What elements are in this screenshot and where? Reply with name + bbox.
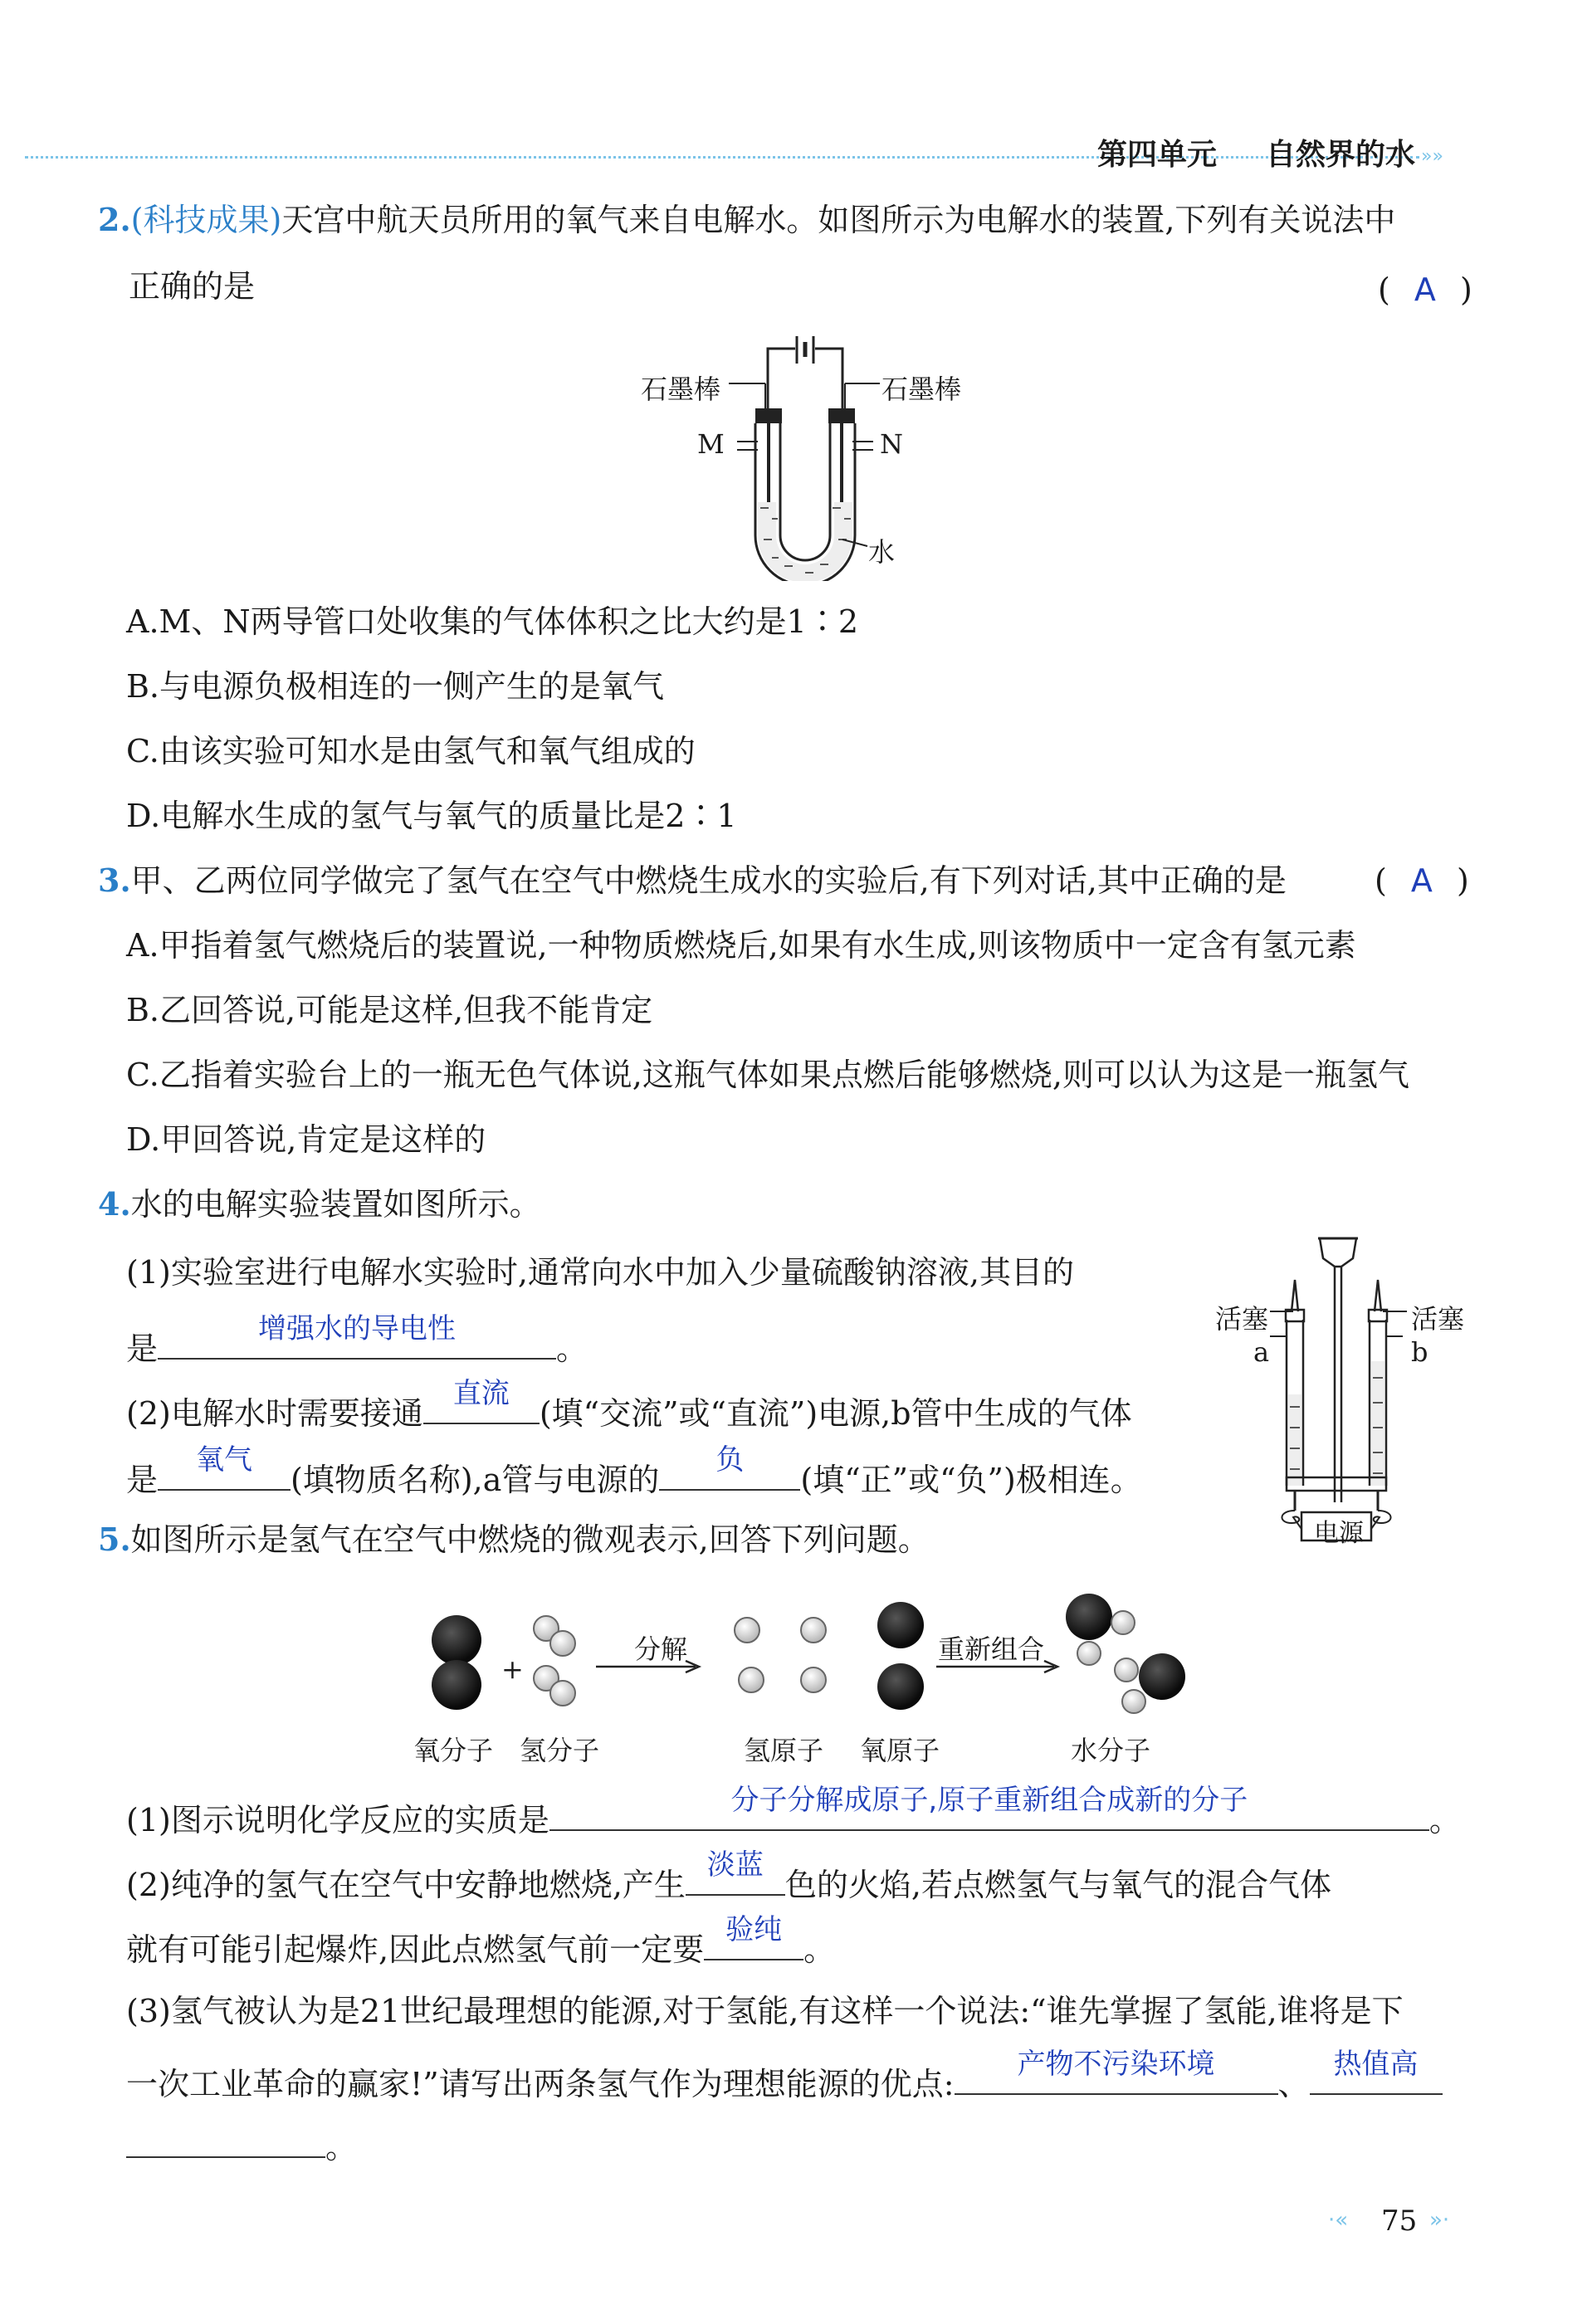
q5-number: 5. bbox=[98, 1521, 131, 1558]
water-o-atom bbox=[1139, 1653, 1185, 1700]
water-h-atom bbox=[1115, 1658, 1138, 1682]
q2-answer-paren: ( A ) bbox=[1378, 271, 1472, 308]
q5-part2-pre: (2)纯净的氢气在空气中安静地燃烧,产生 bbox=[126, 1867, 686, 1903]
q3-option-d: D.甲回答说,肯定是这样的 bbox=[126, 1121, 486, 1158]
q4-part1-post: 。 bbox=[556, 1330, 588, 1367]
q3-option-a: A.甲指着氢气燃烧后的装置说,一种物质燃烧后,如果有水生成,则该物质中一定含有氢元素 bbox=[126, 927, 1356, 964]
q2-label-left-electrode: 石墨棒 bbox=[641, 374, 721, 405]
header-unit: 第四单元 bbox=[1097, 138, 1218, 172]
q4-part2-pre: (2)电解水时需要接通 bbox=[126, 1395, 423, 1432]
o-atom bbox=[877, 1602, 924, 1648]
q5-part2-post: 。 bbox=[803, 1931, 836, 1968]
q2-option-c: C.由该实验可知水是由氢气和氧气组成的 bbox=[126, 733, 696, 769]
q5-part3-line1: (3)氢气被认为是21世纪最理想的能源,对于氢能,有这样一个说法:“谁先掌握了氢能,谁将是下 bbox=[126, 1993, 1404, 2029]
q5-part3-answer2: 热值高 bbox=[1333, 2048, 1419, 2081]
q4-part2-mid1: (填“交流”或“直流”)电源,b管中生成的气体 bbox=[539, 1395, 1132, 1432]
q4-part2-line2 bbox=[126, 1443, 1142, 1498]
q5-part2-line2 bbox=[126, 1913, 836, 1968]
h2-atom bbox=[550, 1681, 575, 1706]
q2-label-right-electrode: 石墨棒 bbox=[881, 374, 962, 405]
o2-atom-top bbox=[432, 1615, 481, 1665]
q2-line2 bbox=[129, 268, 256, 305]
q5-label-oxygen-molecule: 氧分子 bbox=[413, 1735, 494, 1766]
q5-plus-sign: + bbox=[501, 1653, 524, 1685]
header-chevrons: »» bbox=[1421, 146, 1443, 167]
q5-part3-line2-pre: 一次工业革命的赢家!”请写出两条氢气作为理想能源的优点: bbox=[126, 2066, 955, 2102]
q2-stem-line2: 正确的是 bbox=[129, 268, 256, 305]
q5-part2-line1 bbox=[126, 1848, 1332, 1903]
q2-number: 2. bbox=[98, 201, 131, 238]
water-h-atom bbox=[1077, 1642, 1101, 1665]
q2-label-water: 水 bbox=[868, 536, 896, 568]
q4-figure-apparatus bbox=[1220, 1228, 1461, 1544]
q2-option-a: A.M、N两导管口处收集的气体体积之比大约是1∶2 bbox=[126, 603, 859, 640]
q2-option-b: B.与电源负极相连的一侧产生的是氧气 bbox=[126, 668, 665, 705]
q4-label-left-stopcock: 活塞 bbox=[1215, 1303, 1269, 1335]
q2-answer: A bbox=[1414, 271, 1436, 308]
q4-part2-blank3 bbox=[659, 1443, 800, 1491]
h-atom bbox=[801, 1618, 826, 1643]
q5-part3-post: 。 bbox=[325, 2129, 358, 2165]
q4-part2-line1 bbox=[126, 1377, 1132, 1432]
q5-part2-answer2: 验纯 bbox=[725, 1913, 783, 1946]
q4-part2-blank2 bbox=[158, 1443, 291, 1491]
q5-part2-line2-pre: 就有可能引起爆炸,因此点燃氢气前一定要 bbox=[126, 1931, 705, 1968]
page-number: 75 bbox=[1381, 2204, 1418, 2238]
q5-stem-line bbox=[98, 1521, 930, 1558]
q5-step-decompose: 分解 bbox=[634, 1633, 688, 1665]
q4-part2-pre2: 是 bbox=[126, 1462, 159, 1498]
water-h-atom bbox=[1111, 1611, 1135, 1634]
water-o-atom bbox=[1066, 1594, 1112, 1640]
q5-stem: 如图所示是氢气在空气中燃烧的微观表示,回答下列问题。 bbox=[130, 1521, 930, 1558]
q4-part2-answer2: 氧气 bbox=[196, 1443, 253, 1477]
q5-part3-line2 bbox=[126, 2048, 1443, 2102]
q3-option-b: B.乙回答说,可能是这样,但我不能肯定 bbox=[126, 992, 653, 1028]
q2-label-n: N bbox=[880, 428, 903, 460]
q4-part1-answer: 增强水的导电性 bbox=[258, 1312, 457, 1345]
q5-part3-blank-continued bbox=[126, 2125, 325, 2158]
q4-stem: 水的电解实验装置如图所示。 bbox=[130, 1186, 541, 1223]
q2-tag: (科技成果) bbox=[130, 202, 282, 238]
h2-atom bbox=[550, 1631, 575, 1656]
q5-part2-blank1 bbox=[686, 1848, 785, 1896]
q5-part1-post: 。 bbox=[1428, 1802, 1461, 1838]
h-atom bbox=[739, 1667, 764, 1692]
q4-part2-mid2: (填物质名称),a管与电源的 bbox=[291, 1462, 660, 1498]
q5-label-water-molecule: 水分子 bbox=[1071, 1735, 1151, 1766]
h-atom bbox=[735, 1618, 759, 1643]
q5-part1-line bbox=[126, 1784, 1461, 1838]
q5-part1-answer: 分子分解成原子,原子重新组合成新的分子 bbox=[730, 1784, 1248, 1817]
q5-part2-blank2 bbox=[704, 1913, 803, 1960]
q2-stem-line1: 天宫中航天员所用的氧气来自电解水。如图所示为电解水的装置,下列有关说法中 bbox=[281, 202, 1396, 238]
q3-answer-paren: ( A ) bbox=[1375, 862, 1469, 899]
water-h-atom bbox=[1122, 1690, 1145, 1713]
q4-part1-blank bbox=[158, 1312, 556, 1360]
q4-part1-line1: (1)实验室进行电解水实验时,通常向水中加入少量硫酸钠溶液,其目的 bbox=[126, 1254, 1074, 1291]
q4-stem-line bbox=[98, 1185, 541, 1223]
q5-part2-answer1: 淡蓝 bbox=[706, 1848, 764, 1882]
q2-label-m: M bbox=[697, 428, 725, 460]
q3-number: 3. bbox=[98, 862, 131, 899]
q5-label-hydrogen-molecule: 氢分子 bbox=[520, 1735, 600, 1766]
o-atom bbox=[877, 1663, 924, 1710]
q5-part3-answer1: 产物不污染环境 bbox=[1017, 2048, 1215, 2081]
q4-part1-line2 bbox=[126, 1312, 588, 1367]
q3-answer: A bbox=[1410, 862, 1433, 899]
header-title: 自然界的水 bbox=[1266, 138, 1416, 172]
q5-part3-blank2 bbox=[1310, 2048, 1443, 2095]
q4-label-b: b bbox=[1411, 1336, 1428, 1368]
q4-part2-answer3: 负 bbox=[715, 1443, 745, 1477]
q5-part3-line3 bbox=[126, 2125, 357, 2163]
q5-label-oxygen-atom: 氧原子 bbox=[860, 1735, 940, 1766]
q4-part2-post: (填“正”或“负”)极相连。 bbox=[800, 1462, 1142, 1498]
q5-step-recombine: 重新组合 bbox=[938, 1633, 1045, 1665]
q5-part1-pre: (1)图示说明化学反应的实质是 bbox=[126, 1802, 549, 1838]
footer-left-dots: ·« bbox=[1328, 2208, 1349, 2233]
q3-option-c: C.乙指着实验台上的一瓶无色气体说,这瓶气体如果点燃后能够燃烧,则可以认为这是一瓶氢气 bbox=[126, 1057, 1409, 1093]
q2-line1 bbox=[98, 201, 1396, 238]
q4-part2-answer1: 直流 bbox=[452, 1377, 510, 1410]
q4-part1-pre: 是 bbox=[126, 1330, 159, 1367]
q3-stem: 甲、乙两位同学做完了氢气在空气中燃烧生成水的实验后,有下列对话,其中正确的是 bbox=[130, 862, 1287, 899]
q4-label-a: a bbox=[1253, 1336, 1270, 1368]
q4-number: 4. bbox=[98, 1185, 131, 1223]
footer-right-dots: »· bbox=[1429, 2208, 1450, 2233]
q2-option-d: D.电解水生成的氢气与氧气的质量比是2∶1 bbox=[126, 798, 737, 834]
q3-stem-line bbox=[98, 862, 1287, 899]
q5-label-hydrogen-atom: 氢原子 bbox=[744, 1735, 824, 1766]
h-atom bbox=[801, 1667, 826, 1692]
q5-part3-blank1 bbox=[955, 2048, 1278, 2095]
q4-label-power: 电源 bbox=[1314, 1519, 1364, 1548]
q5-part1-blank bbox=[549, 1784, 1429, 1831]
q4-label-right-stopcock: 活塞 bbox=[1411, 1303, 1465, 1335]
q5-part2-mid: 色的火焰,若点燃氢气与氧气的混合气体 bbox=[784, 1867, 1332, 1903]
q5-part3-separator: 、 bbox=[1277, 2066, 1310, 2102]
o2-atom-bottom bbox=[432, 1660, 481, 1710]
q4-part2-blank1 bbox=[423, 1377, 540, 1424]
